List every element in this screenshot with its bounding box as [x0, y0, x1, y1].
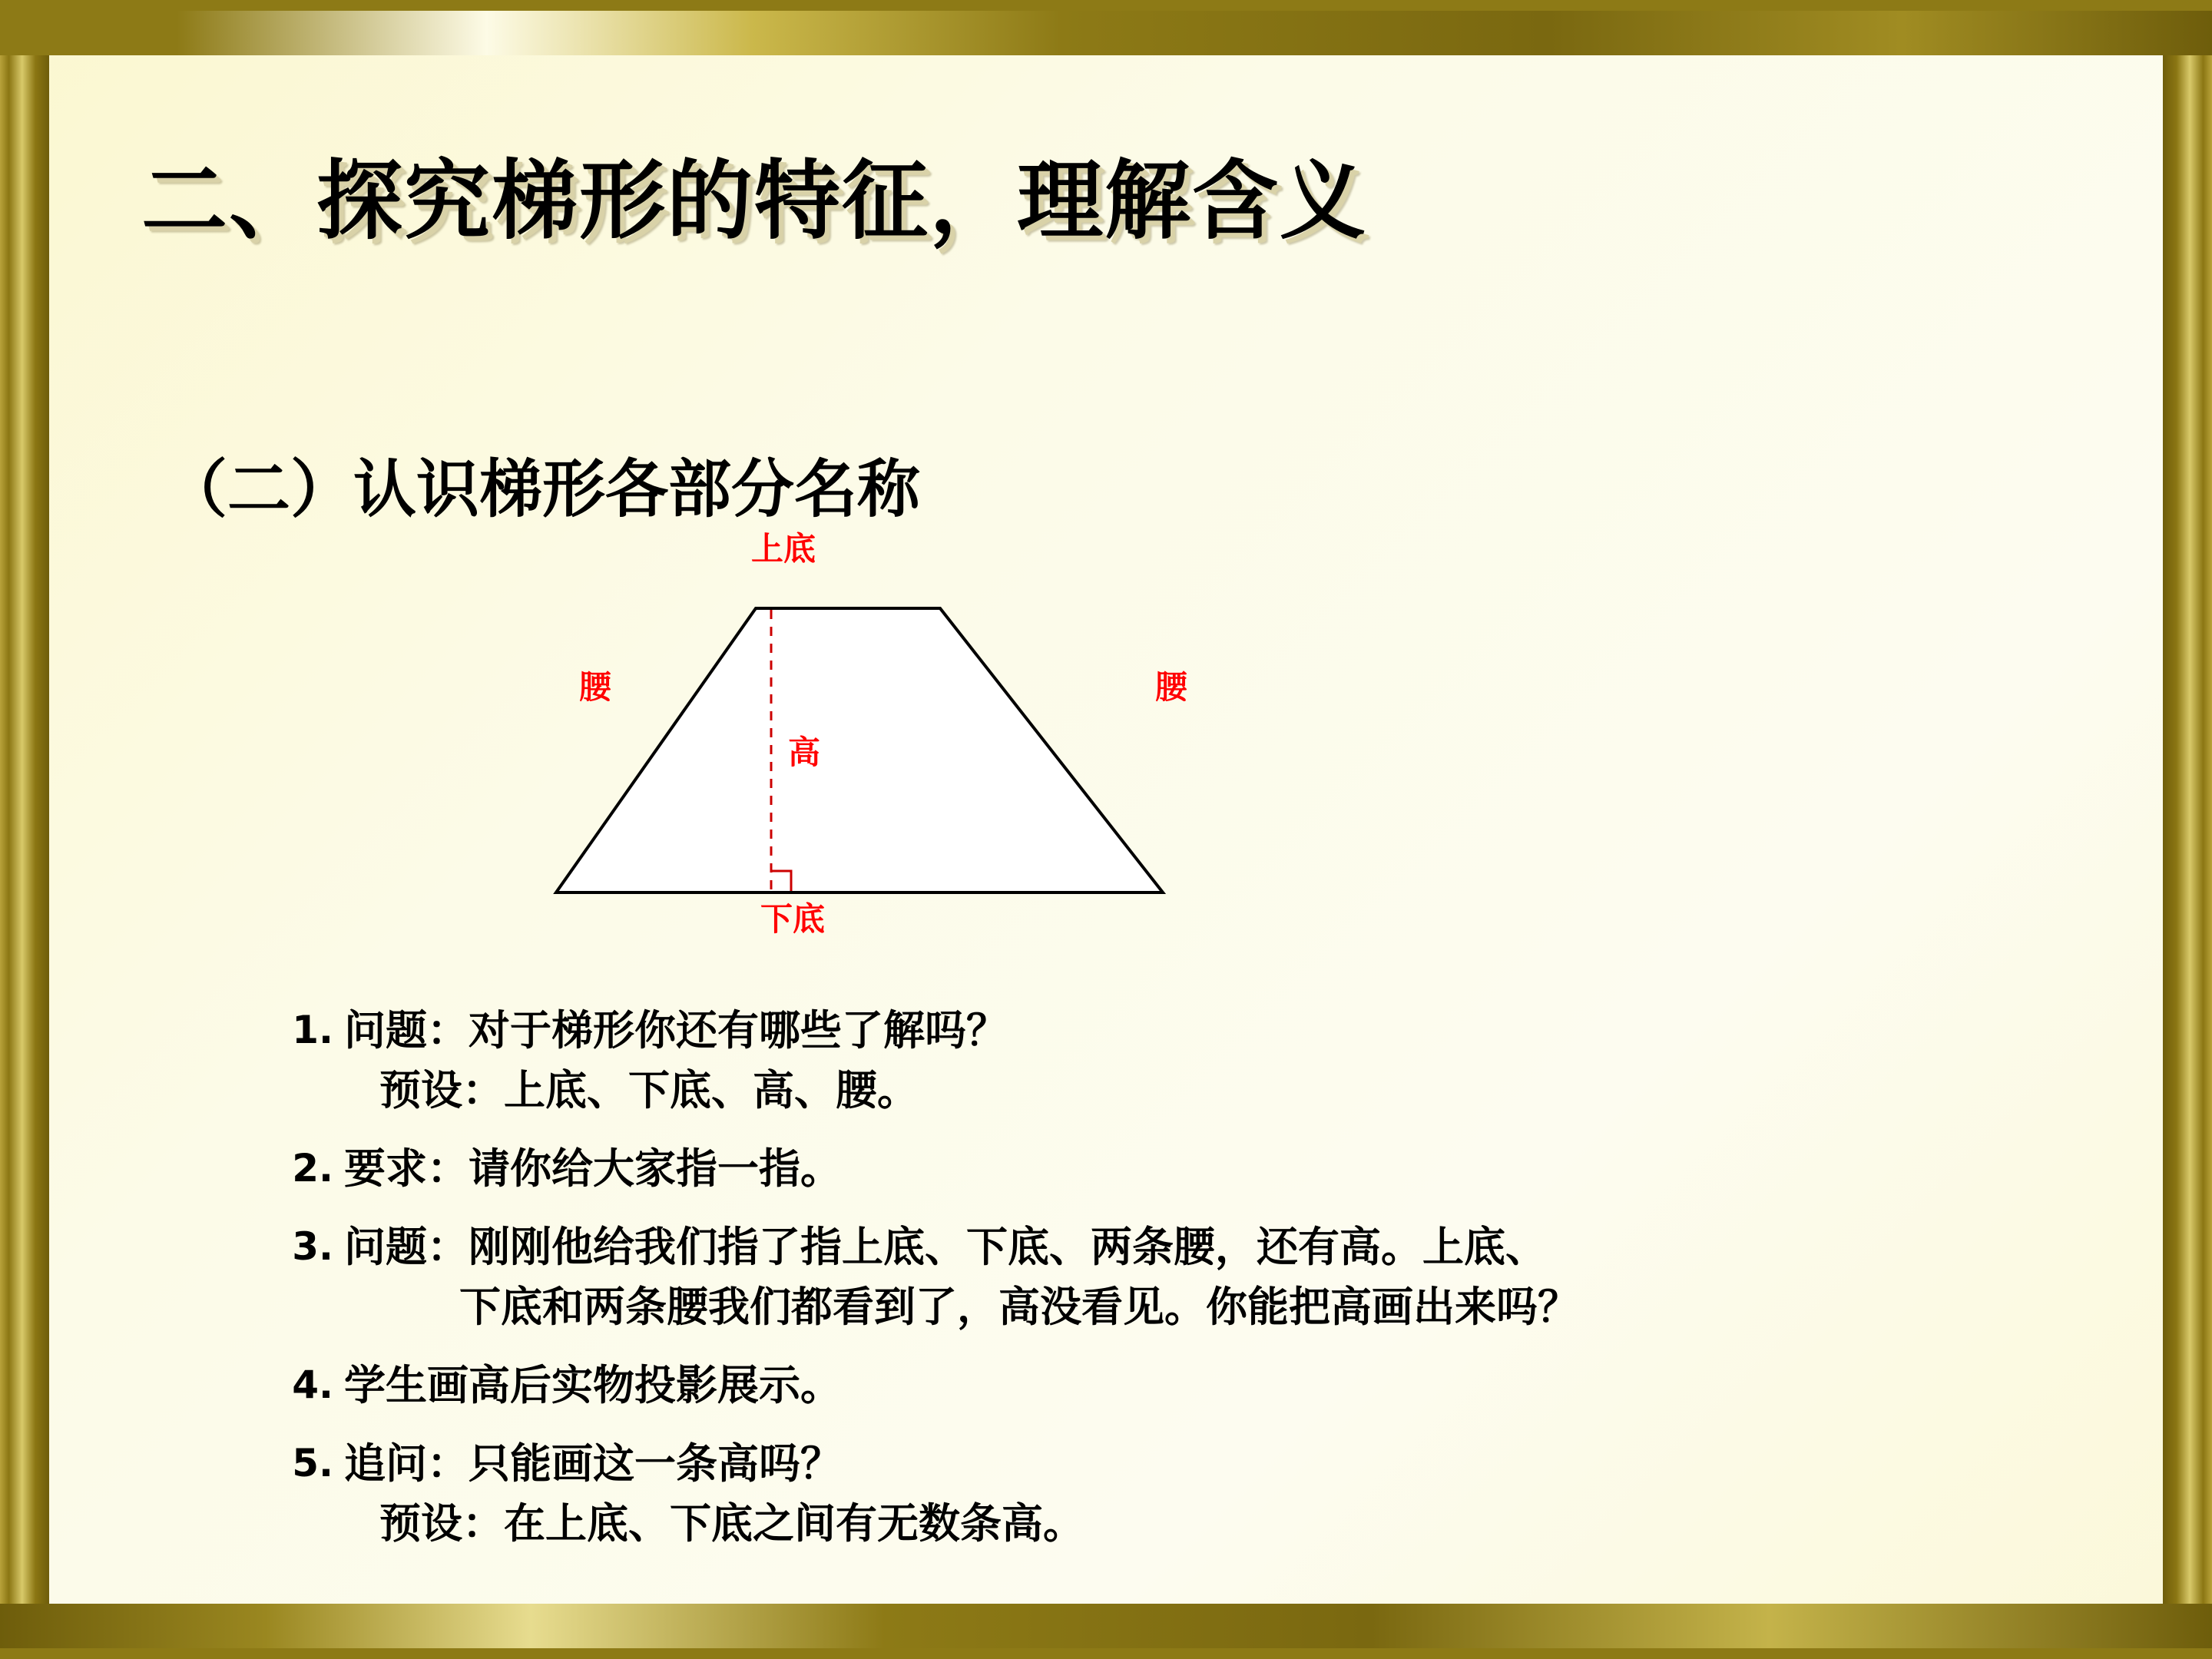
- list-item-line: 预设：上底、下底、高、腰。: [379, 1065, 919, 1114]
- top-gold-border: [0, 11, 2212, 55]
- slide-subtitle: （二）认识梯形各部分名称: [164, 452, 921, 526]
- list-item-number: 4.: [292, 1363, 333, 1407]
- list-item-body: [344, 1355, 2046, 1415]
- trapezoid-shape: [556, 608, 1163, 892]
- label-right-leg: 腰: [1155, 668, 1188, 706]
- slide-title: 二、探究梯形的特征，理解含义: [141, 151, 1367, 251]
- list-item-body: [344, 1217, 2046, 1336]
- list-item-line: 问题：刚刚他给我们指了指上底、下底、两条腰，还有高。上底、: [344, 1222, 1547, 1271]
- list-item-line: 学生画高后实物投影展示。: [344, 1360, 842, 1409]
- list-item-number: 3.: [292, 1224, 333, 1269]
- list-item-number: 1.: [292, 1008, 333, 1052]
- list-item-number: 2.: [292, 1146, 333, 1190]
- slide-content: [49, 55, 2163, 1604]
- list-item-body: [344, 1000, 2046, 1120]
- list-item-line: 问题：对于梯形你还有哪些了解吗？: [344, 1005, 1008, 1055]
- list-item-line: 追问：只能画这一条高吗？: [344, 1439, 842, 1488]
- list-item: [280, 1138, 2046, 1198]
- numbered-list: [280, 1000, 2046, 1571]
- list-item-number: 5.: [292, 1441, 333, 1485]
- list-item-line: 要求：请你给大家指一指。: [344, 1144, 842, 1193]
- list-item: [280, 1217, 2046, 1336]
- list-item: [280, 1000, 2046, 1120]
- right-gold-border: [2163, 11, 2212, 1648]
- list-item: [280, 1433, 2046, 1553]
- bottom-gold-border: [0, 1604, 2212, 1648]
- list-item-body: [344, 1138, 2046, 1198]
- left-gold-border: [0, 11, 49, 1648]
- list-item: [280, 1355, 2046, 1415]
- label-upper-base: 上底: [751, 530, 816, 568]
- label-lower-base: 下底: [760, 900, 826, 938]
- trapezoid-figure: [541, 530, 1232, 962]
- list-item-line: 下底和两条腰我们都看到了，高没看见。你能把高画出来吗？: [459, 1282, 1579, 1331]
- list-item-line: 预设：在上底、下底之间有无数条高。: [379, 1498, 1084, 1548]
- list-item-body: [344, 1433, 2046, 1553]
- label-height: 高: [788, 733, 821, 771]
- label-left-leg: 腰: [579, 668, 612, 706]
